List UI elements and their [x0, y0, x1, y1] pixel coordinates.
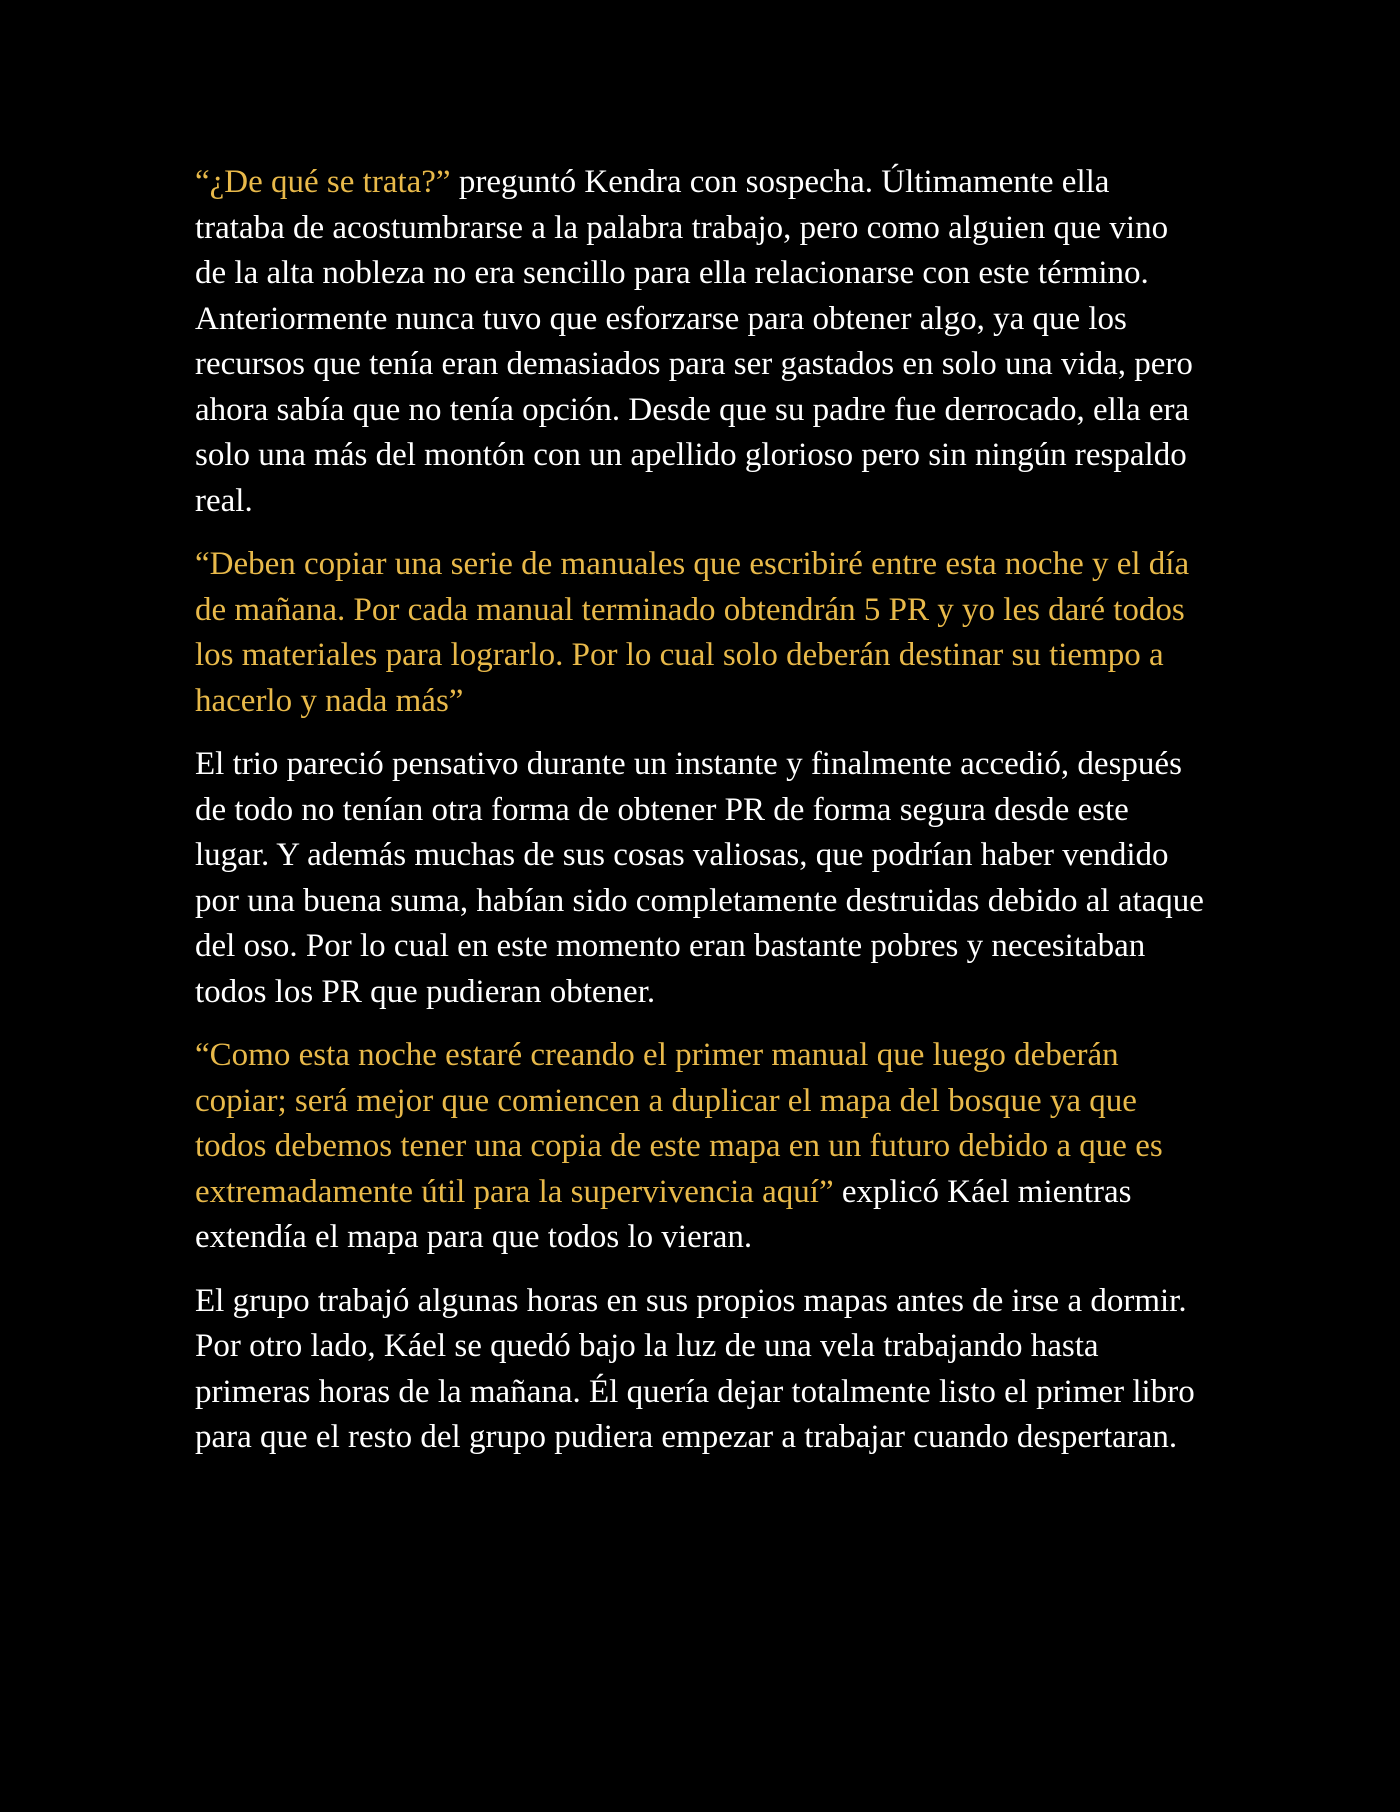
- narration-text: El grupo trabajó algunas horas en sus propios mapas antes de irse a dormir. Por otro lado, Káel se quedó bajo la luz de una vela trabajando hasta primeras horas de la mañana. Él quería dejar totalmente listo el primer libro para que el resto del grupo pudiera empezar a trabajar cuando despertaran.: [195, 1282, 1195, 1455]
- paragraph-2: [195, 542, 1205, 724]
- narration-text: preguntó Kendra con sospecha. Últimamente ella trataba de acostumbrarse a la palabra trabajo, pero como alguien que vino de la alta nobleza no era sencillo para ella relacionarse con este término. Anteriormente nunca tuvo que esforzarse para obtener algo, ya que los recursos que tenía eran demasiados para ser gastados en solo una vida, pero ahora sabía que no tenía opción. Desde que su padre fue derrocado, ella era solo una más del montón con un apellido glorioso pero sin ningún respaldo real.: [195, 164, 1193, 519]
- paragraph-3: [195, 742, 1205, 1015]
- narration-text: El trio pareció pensativo durante un instante y finalmente accedió, después de todo no tenían otra forma de obtener PR de forma segura desde este lugar. Y además muchas de sus cosas valiosas, que podrían haber vendido por una buena suma, habían sido completamente destruidas debido al ataque del oso. Por lo cual en este momento eran bastante pobres y necesitaban todos los PR que pudieran obtener.: [195, 746, 1204, 1010]
- narration-text: explicó Káel mientras extendía el mapa para que todos lo vieran.: [195, 1173, 1132, 1255]
- dialogue-text: “Como esta noche estaré creando el primer manual que luego deberán copiar; será mejor que comiencen a duplicar el mapa del bosque ya que todos debemos tener una copia de este mapa en un futuro debido a que es extremadamente útil para la supervivencia aquí”: [195, 1037, 1163, 1210]
- paragraph-1: [195, 160, 1205, 524]
- dialogue-text: “¿De qué se trata?”: [195, 164, 451, 200]
- dialogue-text: “Deben copiar una serie de manuales que escribiré entre esta noche y el día de mañana. Por cada manual terminado obtendrán 5 PR y yo les daré todos los materiales para lograrlo. Por lo cual solo deberán destinar su tiempo a hacerlo y nada más”: [195, 546, 1190, 719]
- paragraph-4: [195, 1033, 1205, 1261]
- paragraph-5: [195, 1279, 1205, 1461]
- document-page: [195, 160, 1205, 1479]
